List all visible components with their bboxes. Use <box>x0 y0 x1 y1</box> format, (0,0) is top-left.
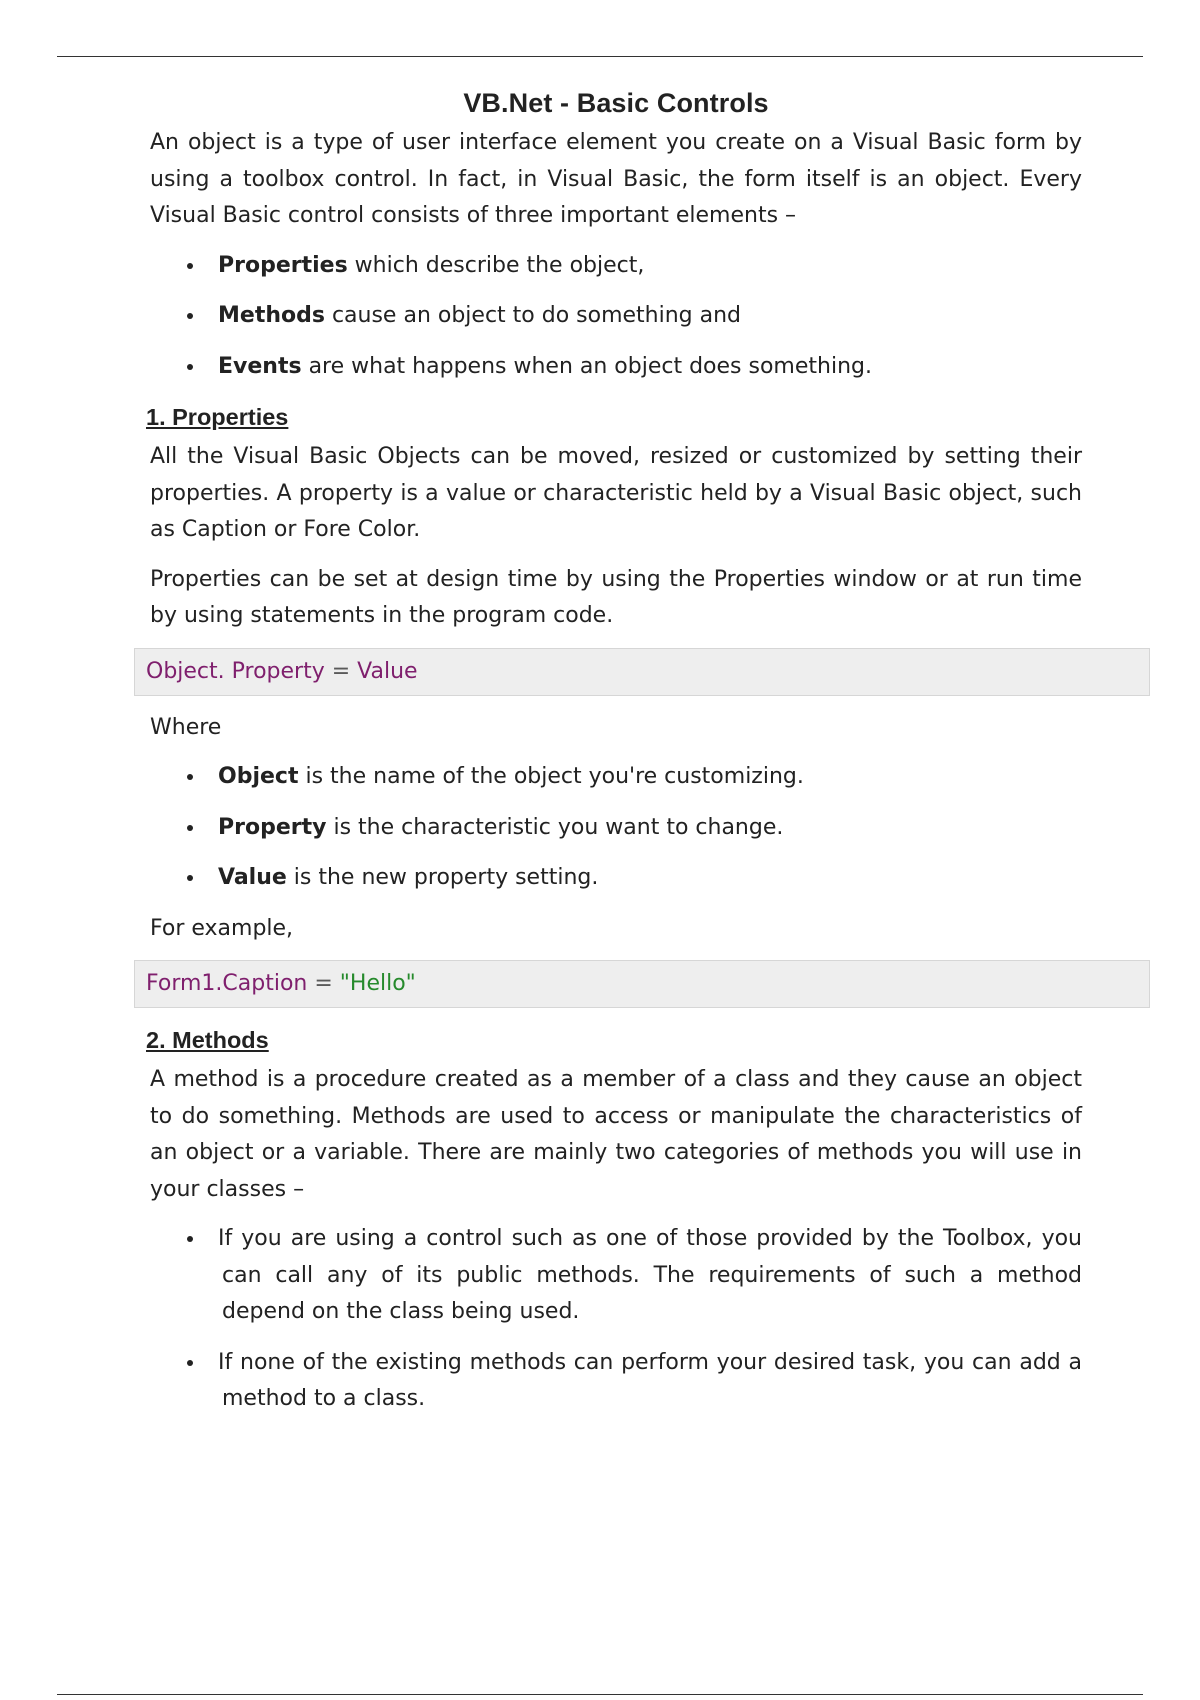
where-list <box>150 759 1082 897</box>
code-token: Object. Property <box>146 658 332 684</box>
term-properties: Properties <box>218 252 348 278</box>
properties-heading: 1. Properties <box>146 404 289 430</box>
list-item <box>218 248 1082 285</box>
properties-paragraph-1: All the Visual Basic Objects can be moved, resized or customized by setting their properties. A property is a value or characteristic held by a Visual Basic object, such as Caption or Fore Color. <box>150 444 1082 542</box>
bottom-rule <box>57 1694 1143 1695</box>
list-item-text: is the name of the object you're customizing. <box>298 764 804 789</box>
list-item <box>218 349 1082 386</box>
page-title: VB.Net - Basic Controls <box>463 88 769 118</box>
example-code-block <box>134 960 1150 1008</box>
example-label: For example, <box>150 915 294 941</box>
elements-list <box>150 248 1082 386</box>
list-item-text: are what happens when an object does something. <box>301 353 872 379</box>
methods-heading: 2. Methods <box>146 1027 269 1053</box>
code-operator: = <box>331 658 351 684</box>
term-events: Events <box>218 353 302 379</box>
code-operator: = <box>314 971 333 996</box>
where-label: Where <box>150 714 222 740</box>
term-value: Value <box>218 865 287 890</box>
methods-paragraph: A method is a procedure created as a member of a class and they cause an object to do something. Methods are used to access or manipulate the characteristics of an object or a variable. There are mainly two categories of methods you will use in your classes – <box>150 1067 1082 1202</box>
list-item-text: is the new property setting. <box>286 865 599 890</box>
list-item-text: is the characteristic you want to change. <box>326 814 784 840</box>
code-token: Value <box>350 658 418 684</box>
list-item <box>218 759 1082 796</box>
list-item <box>218 810 1082 847</box>
list-item: If none of the existing methods can perform your desired task, you can add a method to a class. <box>218 1345 1082 1418</box>
list-item <box>218 860 1082 897</box>
term-methods: Methods <box>218 303 325 328</box>
intro-paragraph: An object is a type of user interface element you create on a Visual Basic form by using a toolbox control. In fact, in Visual Basic, the form itself is an object. Every Visual Basic control consists of three important elements – <box>150 130 1082 228</box>
syntax-code-block <box>134 648 1150 696</box>
term-property: Property <box>218 814 327 840</box>
methods-list <box>150 1221 1082 1418</box>
top-rule <box>57 56 1143 57</box>
term-object: Object <box>218 764 299 789</box>
list-item <box>218 298 1082 335</box>
list-item-text: which describe the object, <box>347 252 645 278</box>
code-token: Form1.Caption <box>146 971 315 996</box>
list-item-text: cause an object to do something and <box>324 303 742 328</box>
document-page <box>146 88 1082 1432</box>
list-item: If you are using a control such as one of those provided by the Toolbox, you can call any of its public methods. The requirements of such a method depend on the class being used. <box>218 1221 1082 1331</box>
code-string: "Hello" <box>332 971 416 996</box>
properties-paragraph-2: Properties can be set at design time by using the Properties window or at run time by using statements in the program code. <box>150 566 1082 628</box>
